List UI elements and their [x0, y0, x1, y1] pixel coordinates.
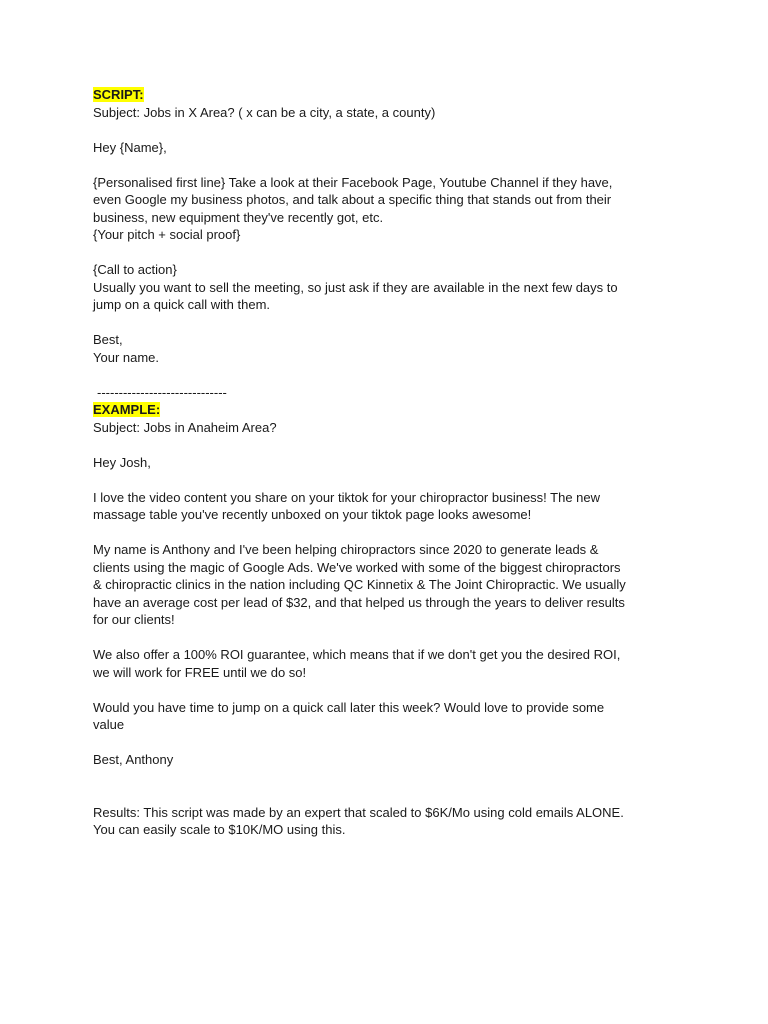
script-body-line: {Personalised first line} Take a look at their Facebook Page, Youtube Channel if they have,: [93, 174, 613, 190]
spacer: [93, 121, 693, 139]
section-divider: ------------------------------: [97, 384, 227, 400]
script-cta-line: {Call to action}: [93, 262, 177, 277]
example-heading-line: [93, 401, 693, 419]
example-para1-line: I love the video content you share on your tiktok for your chiropractor business! The new: [93, 489, 601, 505]
spacer: [93, 156, 693, 174]
results-line: You can easily scale to $10K/MO using this.: [93, 822, 346, 837]
script-signoff: Best,: [93, 332, 123, 347]
example-greeting: Hey Josh,: [93, 454, 151, 470]
spacer: [93, 681, 693, 699]
example-para3-line: We also offer a 100% ROI guarantee, which means that if we don't get you the desired ROI,: [93, 647, 621, 662]
spacer: [93, 244, 693, 262]
example-para2-line: have an average cost per lead of $32, and that helped us through the years to deliver results: [93, 594, 625, 610]
example-heading: EXAMPLE:: [93, 402, 161, 417]
script-heading: SCRIPT:: [93, 87, 144, 102]
example-para2-line: My name is Anthony and I've been helping chiropractors since 2020 to generate leads &: [93, 542, 599, 557]
spacer: [93, 436, 693, 454]
example-subject: Subject: Jobs in Anaheim Area?: [93, 419, 277, 435]
spacer: [93, 629, 693, 647]
document-page: [93, 86, 693, 839]
example-para2-line: for our clients!: [93, 612, 175, 627]
results-line: Results: This script was made by an expert that scaled to $6K/Mo using cold emails ALONE.: [93, 804, 624, 820]
example-para4-line: value: [93, 717, 125, 732]
script-greeting: Hey {Name},: [93, 139, 167, 155]
script-cta-line: Usually you want to sell the meeting, so just ask if they are available in the next few days to: [93, 279, 618, 295]
script-body-line: {Your pitch + social proof}: [93, 227, 241, 242]
script-body-line: business, new equipment they've recently got, etc.: [93, 209, 384, 225]
script-body-line: even Google my business photos, and talk about a specific thing that stands out from their: [93, 192, 612, 207]
example-para2-line: clients using the magic of Google Ads. We've worked with some of the biggest chiropractors: [93, 559, 621, 575]
spacer: [93, 786, 693, 804]
example-para1-line: massage table you've recently unboxed on your tiktok page looks awesome!: [93, 507, 532, 522]
script-heading-line: [93, 86, 693, 104]
spacer: [93, 769, 693, 787]
spacer: [93, 366, 693, 384]
example-signoff: Best, Anthony: [93, 752, 174, 767]
script-signature: Your name.: [93, 349, 160, 365]
example-para4-line: Would you have time to jump on a quick call later this week? Would love to provide some: [93, 699, 605, 715]
spacer: [93, 314, 693, 332]
spacer: [93, 471, 693, 489]
example-para3-line: we will work for FREE until we do so!: [93, 664, 307, 680]
example-para2-line: & chiropractic clinics in the nation including QC Kinnetix & The Joint Chiropractic. We usually: [93, 577, 626, 592]
spacer: [93, 524, 693, 542]
spacer: [93, 734, 693, 752]
script-cta-line: jump on a quick call with them.: [93, 297, 271, 312]
script-subject: Subject: Jobs in X Area? ( x can be a city, a state, a county): [93, 104, 436, 120]
